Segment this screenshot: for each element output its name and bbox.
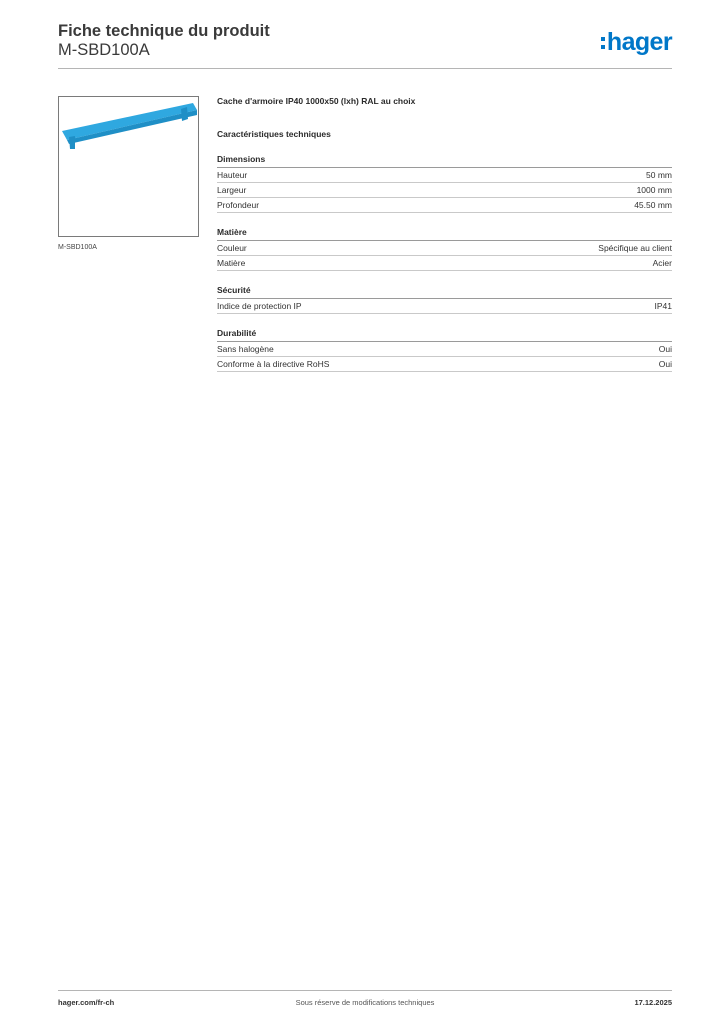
product-details	[217, 96, 672, 372]
spec-label: Sans halogène	[217, 344, 274, 354]
spec-label: Couleur	[217, 243, 247, 253]
section-1	[217, 227, 672, 271]
product-reference: M-SBD100A	[58, 41, 150, 59]
spec-row	[217, 256, 672, 271]
spec-row	[217, 357, 672, 372]
spec-label: Indice de protection IP	[217, 301, 302, 311]
section-title: Durabilité	[217, 328, 672, 342]
spec-label: Hauteur	[217, 170, 248, 180]
spec-value: IP41	[654, 301, 672, 311]
spec-row	[217, 342, 672, 357]
header-divider	[58, 68, 672, 69]
spec-value: 45.50 mm	[634, 200, 672, 210]
spec-label: Largeur	[217, 185, 247, 195]
spec-value: Oui	[658, 359, 672, 369]
spec-row	[217, 241, 672, 256]
section-title: Sécurité	[217, 285, 672, 299]
image-caption: M-SBD100A	[58, 244, 97, 251]
hager-logo	[601, 28, 672, 57]
document-title: Fiche technique du produit	[58, 22, 270, 40]
section-2	[217, 285, 672, 314]
spec-row	[217, 198, 672, 213]
section-title: Dimensions	[217, 154, 672, 168]
logo-text: hager	[606, 28, 672, 56]
footer-date: 17.12.2025	[634, 998, 672, 1007]
section-title: Matière	[217, 227, 672, 241]
page-header	[58, 22, 672, 60]
spec-value: 1000 mm	[636, 185, 672, 195]
footer-notice: Sous réserve de modifications techniques	[295, 998, 435, 1007]
spec-label: Conforme à la directive RoHS	[217, 359, 330, 369]
product-description: Cache d'armoire IP40 1000x50 (lxh) RAL au choix	[217, 96, 416, 106]
spec-value: 50 mm	[646, 170, 672, 180]
product-cover-strip-image	[59, 97, 198, 236]
spec-value: Oui	[658, 344, 672, 354]
characteristics-sections	[217, 154, 672, 372]
logo-mark-icon	[601, 32, 605, 54]
spec-row	[217, 299, 672, 314]
characteristics-title: Caractéristiques techniques	[217, 129, 331, 139]
section-3	[217, 328, 672, 372]
spec-value: Spécifique au client	[598, 243, 672, 253]
spec-row	[217, 183, 672, 198]
spec-label: Profondeur	[217, 200, 260, 210]
section-0	[217, 154, 672, 213]
page-footer	[58, 998, 672, 1010]
product-image	[58, 96, 199, 237]
spec-row	[217, 168, 672, 183]
footer-website-link[interactable]: hager.com/fr-ch	[58, 998, 115, 1007]
footer-divider	[58, 990, 672, 991]
spec-label: Matière	[217, 258, 246, 268]
spec-value: Acier	[652, 258, 672, 268]
